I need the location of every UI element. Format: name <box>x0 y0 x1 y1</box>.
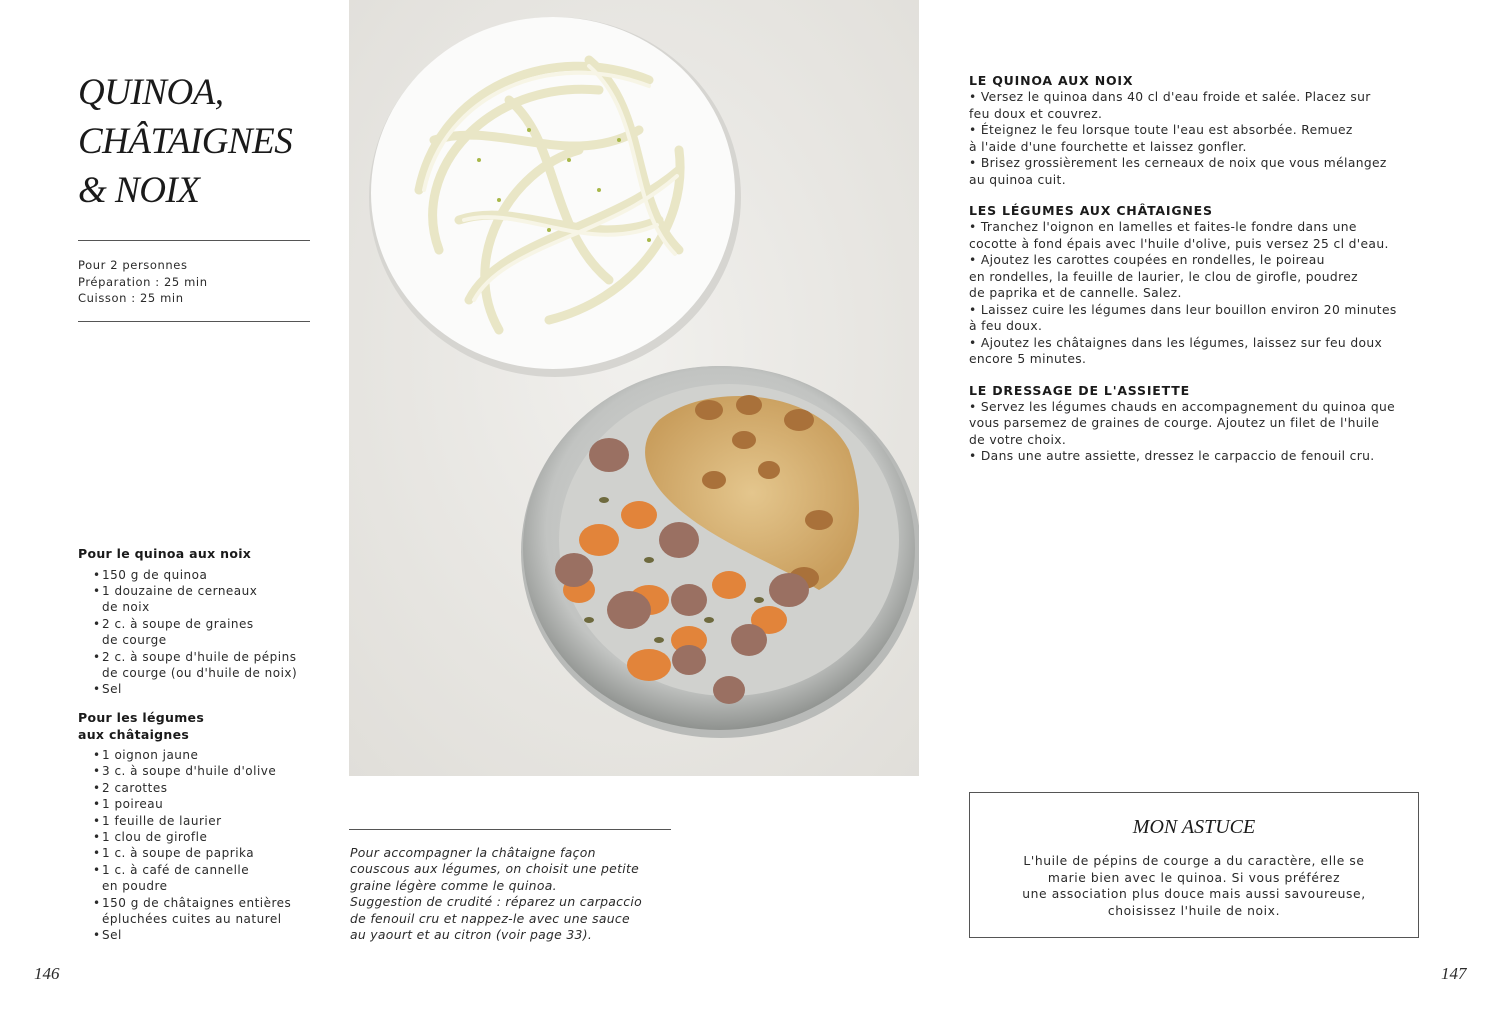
ingredient-item: • 1 oignon jaune <box>78 747 318 763</box>
quinoa-bowl <box>521 366 919 738</box>
step-line: • Brisez grossièrement les cerneaux de noix que vous mélangez <box>969 156 1387 170</box>
step-line: vous parsemez de graines de courge. Ajoutez un filet de l'huile <box>969 416 1380 430</box>
preparation-time: Préparation : 25 min <box>78 274 208 289</box>
step-line: • Éteignez le feu lorsque toute l'eau est absorbée. Remuez <box>969 123 1353 137</box>
step-line: • Versez le quinoa dans 40 cl d'eau froide et salée. Placez sur <box>969 90 1371 104</box>
section-body <box>969 399 1409 465</box>
tip-line: choisissez l'huile de noix. <box>1107 903 1281 918</box>
caption-line: graine légère comme le quinoa. <box>350 877 557 893</box>
step-line: cocotte à fond épais avec l'huile d'olive, puis versez 25 cl d'eau. <box>969 236 1389 251</box>
step-line: en rondelles, la feuille de laurier, le clou de girofle, poudrez <box>969 269 1358 284</box>
ingredient-item: • 1 poireau <box>78 796 318 812</box>
ingredients-vegetables <box>78 710 318 944</box>
tip-line: une association plus douce mais aussi savoureuse, <box>1022 887 1366 901</box>
step-line: • Dans une autre assiette, dressez le carpaccio de fenouil cru. <box>969 449 1375 463</box>
recipe-photo <box>349 0 919 776</box>
divider <box>349 829 671 830</box>
divider <box>78 321 310 322</box>
ingredient-item: • 1 c. à soupe de paprika <box>78 845 318 861</box>
caption-line: Pour accompagner la châtaigne façon <box>350 845 596 860</box>
ingredient-item: • 2 c. à soupe d'huile de pépins de courge (ou d'huile de noix) <box>78 649 318 682</box>
ingredient-item: • 1 douzaine de cerneaux de noix <box>78 583 318 616</box>
ingredients-heading: Pour le quinoa aux noix <box>78 546 252 561</box>
caption-line: au yaourt et au citron (voir page 33). <box>350 927 593 943</box>
step-line: • Ajoutez les carottes coupées en rondelles, le poireau <box>969 253 1325 267</box>
title-line: & NOIX <box>78 170 200 211</box>
step-line: • Servez les légumes chauds en accompagnement du quinoa que <box>969 399 1396 414</box>
caption-line: Suggestion de crudité : réparez un carpaccio <box>350 894 643 910</box>
title-line: CHÂTAIGNES <box>78 121 293 162</box>
step-line: à feu doux. <box>969 319 1043 333</box>
tip-line: marie bien avec le quinoa. Si vous préférez <box>1047 870 1341 885</box>
title-line: QUINOA, <box>78 72 224 113</box>
photo-caption <box>350 845 680 943</box>
ingredient-item: • 2 carottes <box>78 780 318 796</box>
ingredient-item: • 150 g de quinoa <box>78 567 318 583</box>
ingredient-item: • 1 clou de girofle <box>78 829 318 845</box>
section-body <box>969 219 1409 368</box>
step-line: au quinoa cuit. <box>969 172 1066 187</box>
step-line: à l'aide d'une fourchette et laissez gonfler. <box>969 139 1247 154</box>
step-line: de paprika et de cannelle. Salez. <box>969 286 1182 300</box>
recipe-meta <box>78 257 310 307</box>
method-steps <box>969 72 1409 465</box>
step-line: feu doux et couvrez. <box>969 106 1103 121</box>
fennel-plate <box>369 17 741 377</box>
step-line: • Ajoutez les châtaignes dans les légumes, laissez sur feu doux <box>969 335 1383 350</box>
step-line: • Tranchez l'oignon en lamelles et faites-le fondre dans une <box>969 220 1357 234</box>
ingredient-item: • 150 g de châtaignes entières épluchées cuites au naturel <box>78 895 318 928</box>
ingredient-item: • Sel <box>78 681 318 697</box>
caption-line: couscous aux légumes, on choisit une petite <box>350 861 640 877</box>
ingredients-quinoa <box>78 546 318 698</box>
cooking-time: Cuisson : 25 min <box>78 291 184 305</box>
tip-text <box>970 853 1418 919</box>
ingredient-item: • 1 c. à café de cannelle en poudre <box>78 862 318 895</box>
section-heading: LES LÉGUMES AUX CHÂTAIGNES <box>969 203 1213 218</box>
ingredients-heading: Pour les légumes aux châtaignes <box>78 710 205 742</box>
servings: Pour 2 personnes <box>78 258 188 272</box>
step-line: • Laissez cuire les légumes dans leur bouillon environ 20 minutes <box>969 302 1397 317</box>
page-number-left: 146 <box>34 964 60 983</box>
step-line: de votre choix. <box>969 432 1067 447</box>
ingredient-item: • 2 c. à soupe de graines de courge <box>78 616 318 649</box>
recipe-title <box>78 68 338 215</box>
ingredient-list <box>78 567 318 698</box>
divider <box>78 240 310 241</box>
tip-box <box>969 792 1419 938</box>
ingredient-item: • 1 feuille de laurier <box>78 813 318 829</box>
step-line: encore 5 minutes. <box>969 352 1087 366</box>
tip-title: MON ASTUCE <box>1132 816 1256 838</box>
page-number-right: 147 <box>1441 964 1467 983</box>
ingredient-item: • 3 c. à soupe d'huile d'olive <box>78 763 318 779</box>
tip-line: L'huile de pépins de courge a du caractère, elle se <box>1023 854 1365 868</box>
ingredient-list <box>78 747 318 944</box>
section-body <box>969 89 1409 188</box>
section-heading: LE DRESSAGE DE L'ASSIETTE <box>969 382 1190 398</box>
caption-line: de fenouil cru et nappez-le avec une sauce <box>350 910 630 926</box>
ingredient-item: • Sel <box>78 927 318 943</box>
section-heading: LE QUINOA AUX NOIX <box>969 73 1134 88</box>
